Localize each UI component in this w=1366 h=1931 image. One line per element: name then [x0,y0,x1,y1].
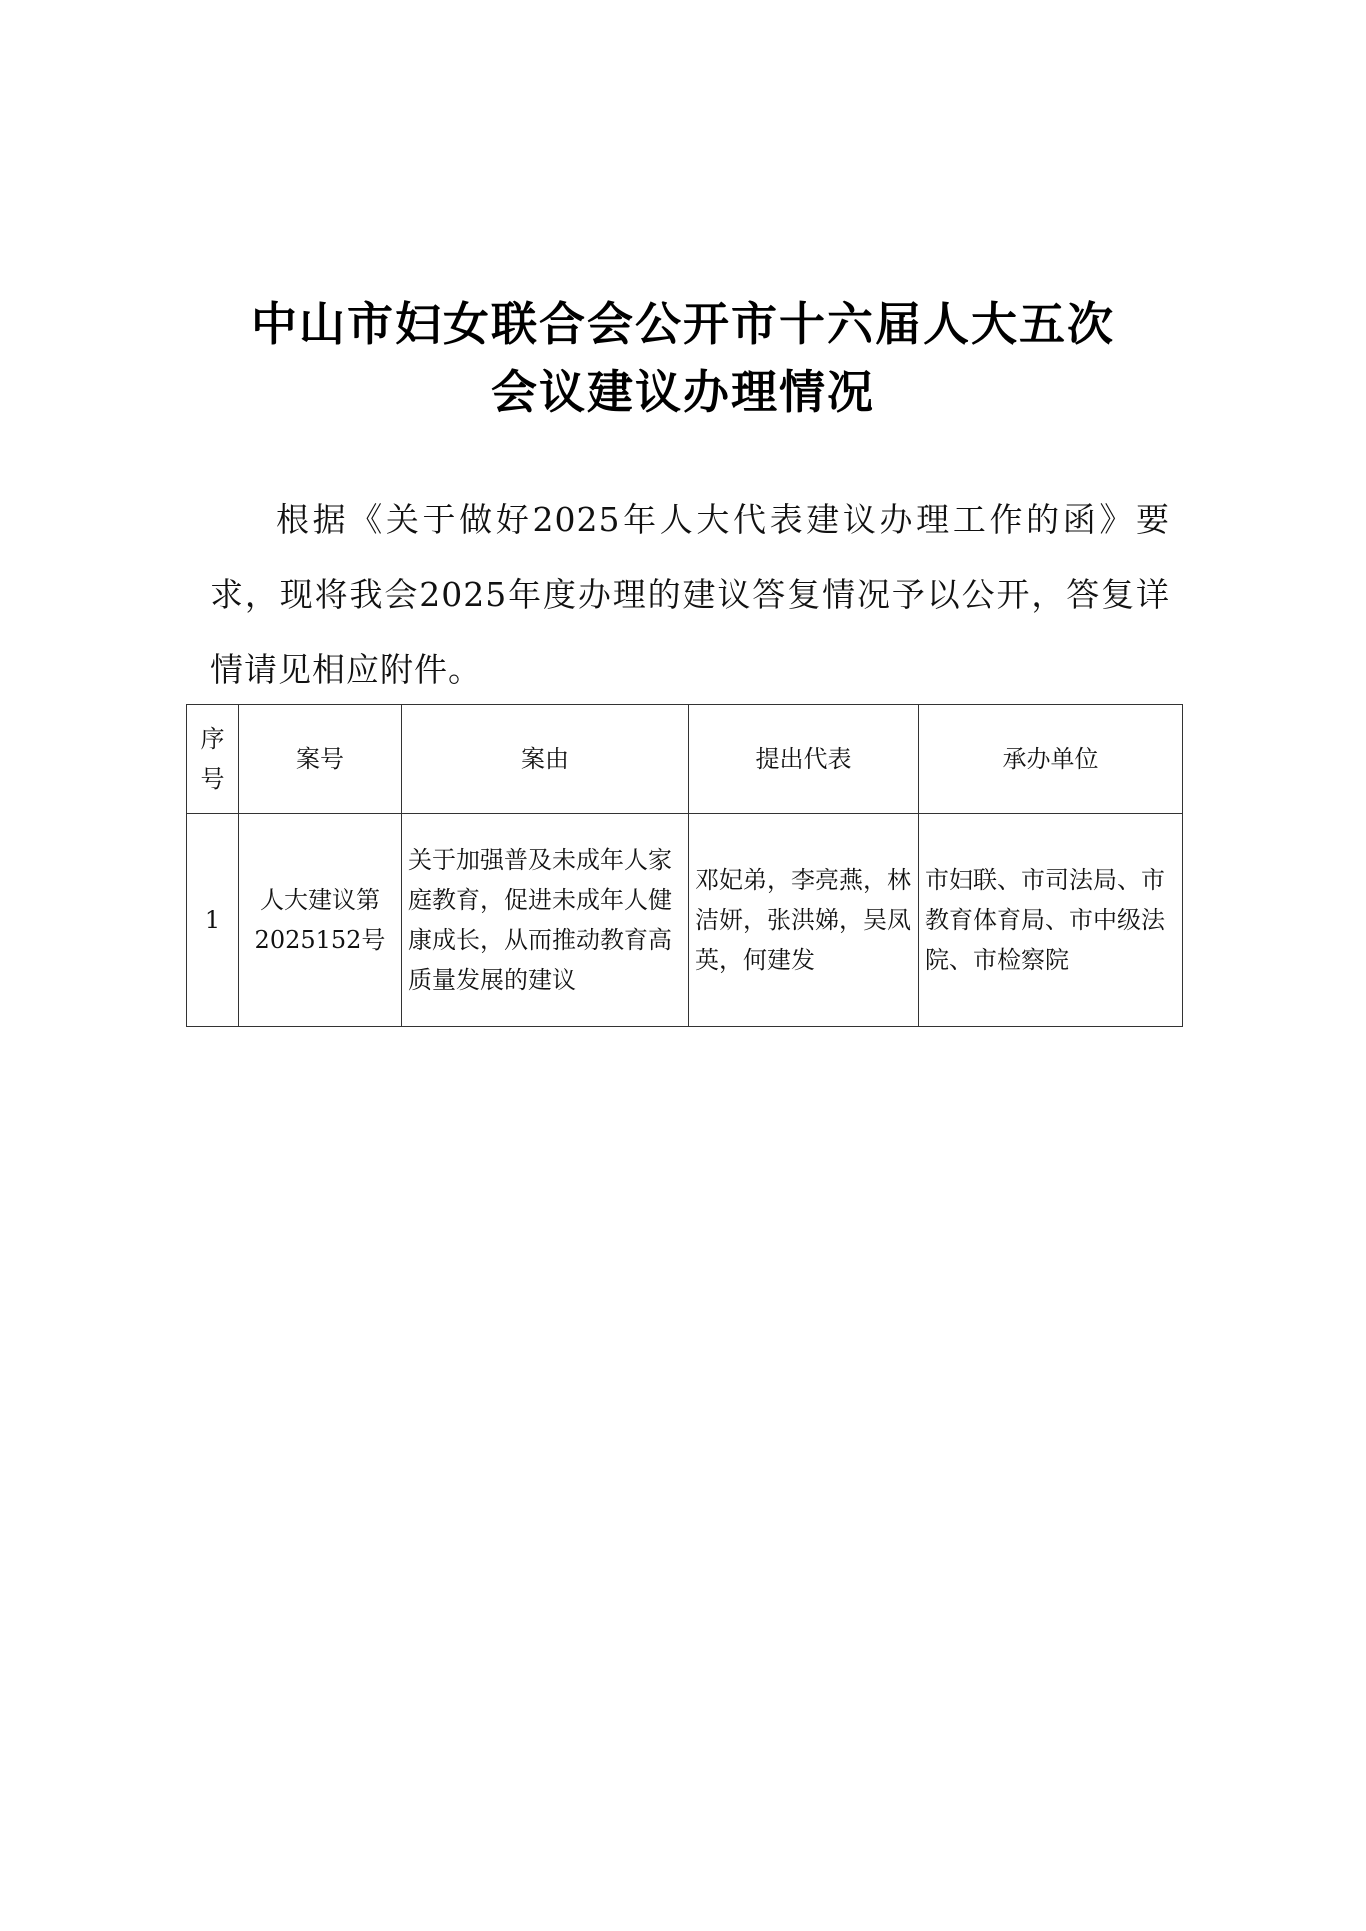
header-units: 承办单位 [919,705,1183,814]
proposal-table [186,704,1183,1027]
cell-proposers: 邓妃弟，李亮燕，林洁妍，张洪娣，吴凤英，何建发 [689,814,919,1027]
table-header-row [187,705,1183,814]
header-subject: 案由 [402,705,689,814]
cell-subject: 关于加强普及未成年人家庭教育，促进未成年人健康成长，从而推动教育高质量发展的建议 [402,814,689,1027]
page-title-line-2: 会议建议办理情况 [491,365,875,419]
page-title-line-1: 中山市妇女联合会公开市十六届人大五次 [251,297,1115,351]
cell-case-no-line-2: 2025152号 [254,926,386,954]
header-seq-line-1: 序 [200,725,225,753]
page-title [0,290,1366,426]
header-case-no: 案号 [239,705,402,814]
cell-units: 市妇联、市司法局、市教育体育局、市中级法院、市检察院 [919,814,1183,1027]
cell-seq: 1 [187,814,239,1027]
header-seq [187,705,239,814]
cell-case-no [239,814,402,1027]
table-row [187,814,1183,1027]
intro-paragraph: 根据《关于做好2025年人大代表建议办理工作的函》要求，现将我会2025年度办理的建议答复情况予以公开，答复详情请见相应附件。 [210,500,1170,689]
cell-case-no-line-1: 人大建议第 [260,886,380,914]
header-proposers: 提出代表 [689,705,919,814]
header-seq-line-2: 号 [200,765,225,793]
